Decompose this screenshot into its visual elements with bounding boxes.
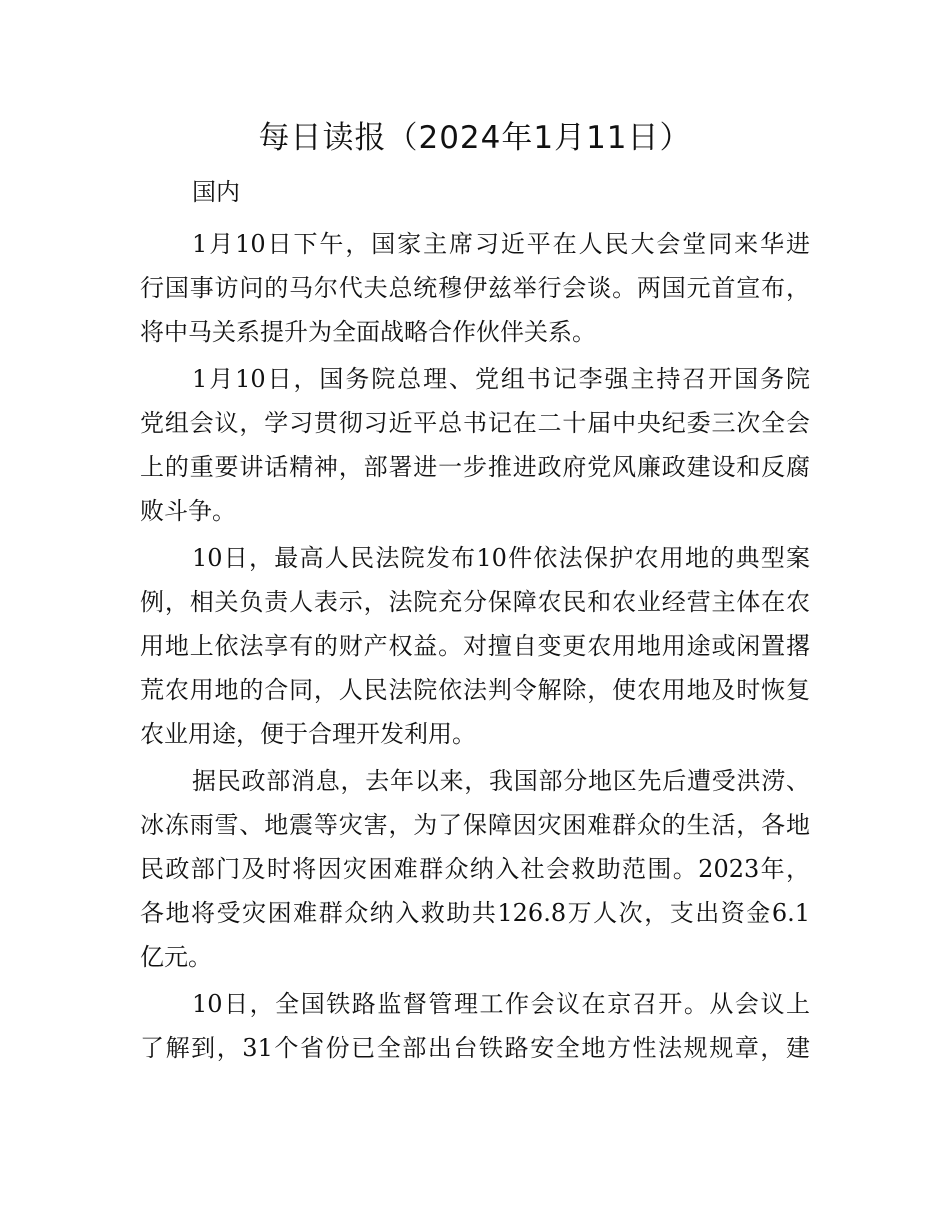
text-line: 1月10日下午，国家主席习近平在人民大会堂同来华进 bbox=[192, 230, 810, 258]
text-line: 民政部门及时将因灾困难群众纳入社会救助范围。2023年， bbox=[140, 855, 810, 883]
paragraph bbox=[140, 536, 810, 756]
text-line: 冰冻雨雪、地震等灾害，为了保障因灾困难群众的生活，各地 bbox=[140, 811, 810, 839]
text-line: 荒农用地的合同，人民法院依法判令解除，使农用地及时恢复 bbox=[140, 676, 810, 704]
text-line: 1月10日，国务院总理、党组书记李强主持召开国务院 bbox=[192, 365, 810, 393]
paragraph bbox=[140, 357, 810, 533]
text-line: 党组会议，学习贯彻习近平总书记在二十届中央纪委三次全会 bbox=[140, 409, 810, 437]
document-body bbox=[140, 222, 810, 1073]
text-line: 行国事访问的马尔代夫总统穆伊兹举行会谈。两国元首宣布， bbox=[140, 274, 810, 302]
text-line: 据民政部消息，去年以来，我国部分地区先后遭受洪涝、 bbox=[192, 767, 810, 795]
text-line: 了解到，31个省份已全部出台铁路安全地方性法规规章，建 bbox=[140, 1034, 810, 1062]
text-line: 败斗争。 bbox=[140, 497, 236, 525]
text-line: 将中马关系提升为全面战略合作伙伴关系。 bbox=[140, 318, 596, 346]
text-line: 农业用途，便于合理开发利用。 bbox=[140, 720, 476, 748]
text-line: 上的重要讲话精神，部署进一步推进政府党风廉政建设和反腐 bbox=[140, 453, 810, 481]
text-line: 各地将受灾困难群众纳入救助共126.8万人次，支出资金6.1 bbox=[140, 899, 810, 927]
paragraph bbox=[140, 982, 810, 1070]
text-line: 10日，最高人民法院发布10件依法保护农用地的典型案 bbox=[192, 544, 810, 572]
text-line: 用地上依法享有的财产权益。对擅自变更农用地用途或闲置撂 bbox=[140, 632, 810, 660]
paragraph bbox=[140, 222, 810, 354]
page-title: 每日读报（2024年1月11日） bbox=[258, 120, 692, 156]
section-heading: 国内 bbox=[192, 178, 240, 206]
text-line: 10日，全国铁路监督管理工作会议在京召开。从会议上 bbox=[192, 990, 810, 1018]
text-line: 亿元。 bbox=[140, 943, 212, 971]
paragraph bbox=[140, 759, 810, 979]
text-line: 例，相关负责人表示，法院充分保障农民和农业经营主体在农 bbox=[140, 588, 810, 616]
